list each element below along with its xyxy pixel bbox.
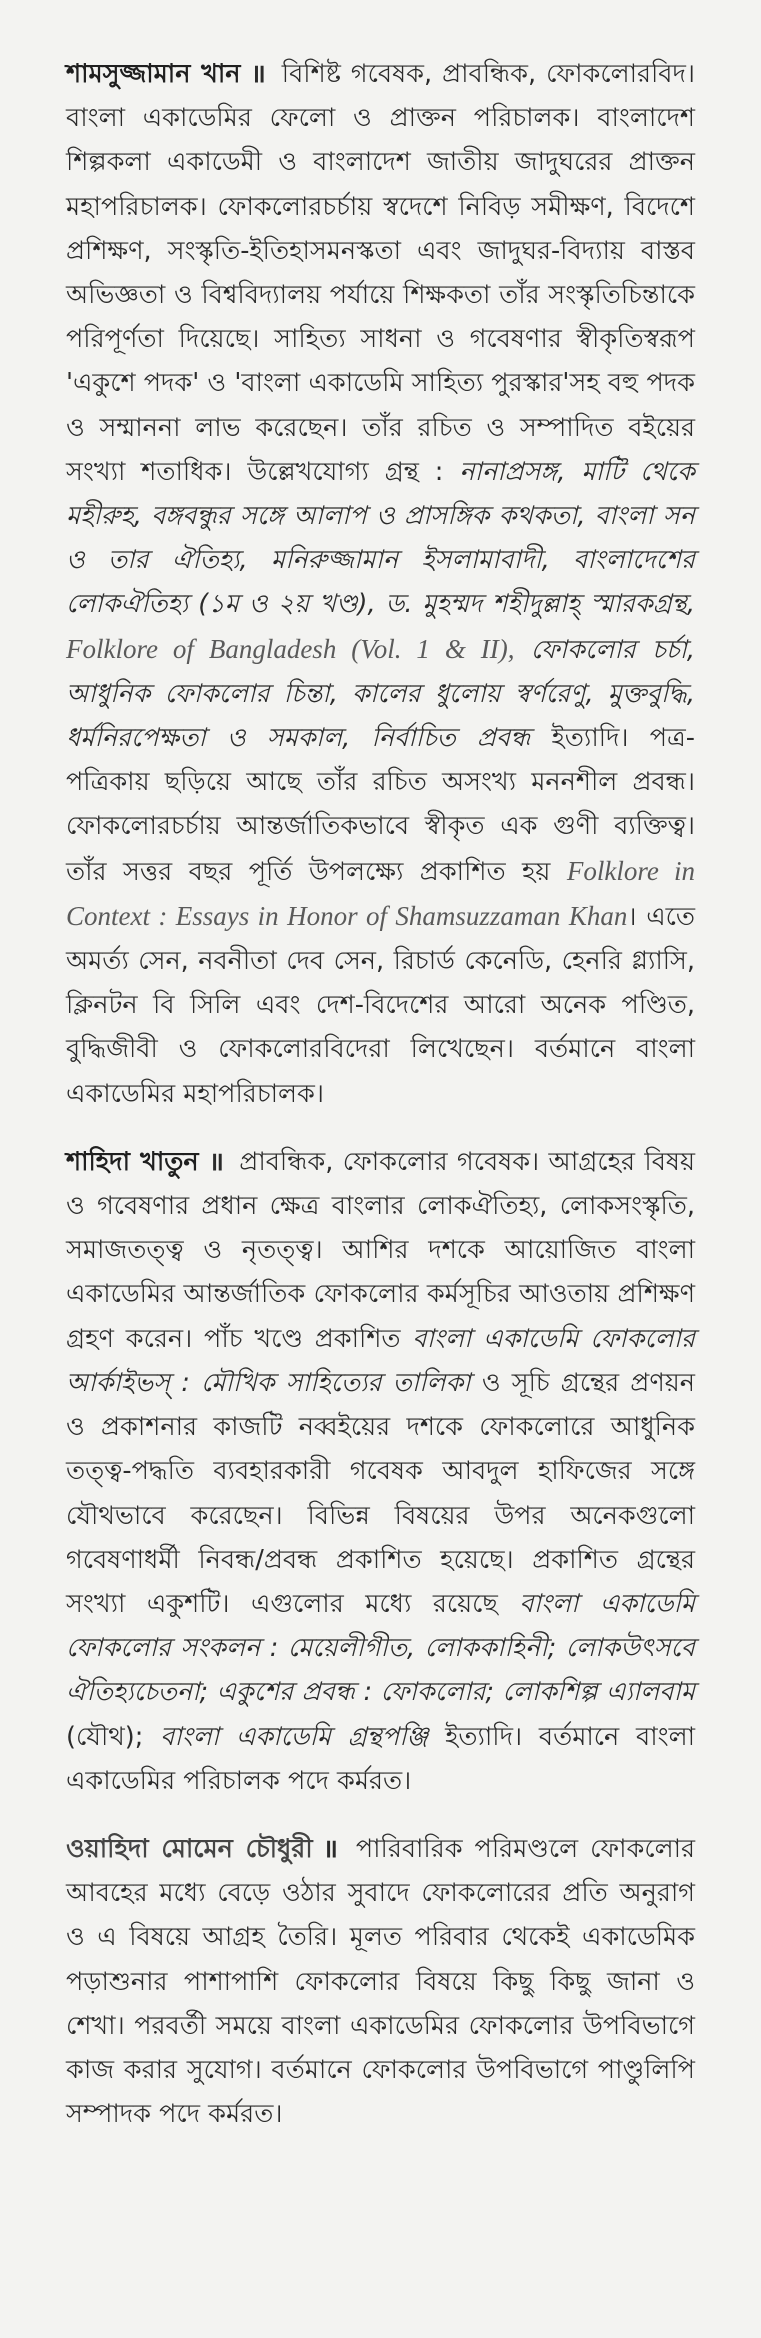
- bio-shamsuzzaman-khan: [66, 52, 695, 1116]
- bio-text: ও সূচি গ্রন্থের প্রণয়ন ও প্রকাশনার কাজটি নব্বইয়ের দশকে ফোকলোরে আধুনিক তত্ত্ব-পদ্ধতি ব্যবহারকারী গবেষক আবদুল হাফিজের সঙ্গে যৌথভাবে করেছেন। বিভিন্ন বিষয়ের উপর অনেকগুলো গবেষণাধর্মী নিবন্ধ/প্রবন্ধ প্রকাশিত হয়েছে। প্রকাশিত গ্রন্থের সংখ্যা একুশটি। এগুলোর মধ্যে রয়েছে: [66, 1367, 696, 1619]
- bio-text: প্রাবন্ধিক, ফোকলোর গবেষক। আগ্রহের বিষয় ও গবেষণার প্রধান ক্ষেত্র বাংলার লোকঐতিহ্য, লোকসংস্কৃতি, সমাজতত্ত্ব ও নৃতত্ত্ব। আশির দশকে আয়োজিত বাংলা একাডেমির আন্তর্জাতিক ফোকলোর কর্মসূচির আওতায় প্রশিক্ষণ গ্রহণ করেন। পাঁচ খণ্ডে প্রকাশিত: [66, 1146, 695, 1354]
- bio-books-italic: ফোকলোর চর্চা, আধুনিক ফোকলোর চিন্তা, কালের ধুলোয় স্বর্ণরেণু, মুক্তবুদ্ধি, ধর্মনিরপেক্ষতা ও সমকাল, নির্বাচিত প্রবন্ধ: [66, 634, 695, 754]
- bio-separator: ॥: [322, 1833, 338, 1864]
- bio-separator: ॥: [208, 1146, 224, 1177]
- bio-text: ইত্যাদি। পত্র-পত্রিকায় ছড়িয়ে আছে তাঁর রচিত অসংখ্য মননশীল প্রবন্ধ। ফোকলোরচর্চায় আন্তর্জাতিকভাবে স্বীকৃত এক গুণী ব্যক্তিত্ব। তাঁর সত্তর বছর পূর্তি উপলক্ষ্যে প্রকাশিত হয়: [66, 723, 695, 887]
- bio-text: পারিবারিক পরিমণ্ডলে ফোকলোর আবহের মধ্যে বেড়ে ওঠার সুবাদে ফোকলোরের প্রতি অনুরাগ ও এ বিষয়ে আগ্রহ তৈরি। মূলত পরিবার থেকেই একাডেমিক পড়াশুনার পাশাপাশি ফোকলোর বিষয়ে কিছু কিছু জানা ও শেখা। পরবর্তী সময়ে বাংলা একাডেমির ফোকলোর উপবিভাগে কাজ করার সুযোগ। বর্তমানে ফোকলোর উপবিভাগে পাণ্ডুলিপি সম্পাদক পদে কর্মরত।: [66, 1833, 695, 2130]
- bio-wahida-momen-chowdhury: [66, 1827, 695, 2136]
- bio-separator: ॥: [250, 59, 266, 89]
- bio-books-italic: বাংলা একাডেমি ফোকলোর সংকলন : মেয়েলীগীত, লোককাহিনী; লোকউৎসবে ঐতিহ্যচেতনা; একুশের প্রবন্ধ : ফোকলোর; লোকশিল্প এ্যালবাম: [66, 1588, 695, 1708]
- bio-name: ওয়াহিদা মোমেন চৌধুরী: [66, 1833, 313, 1864]
- bio-english-title: Folklore in Context : Essays in Honor of Shamsuzzaman Khan: [66, 855, 695, 931]
- bio-books-italic: বাংলা একাডেমি গ্রন্থপঞ্জি: [160, 1721, 429, 1752]
- bio-english-title: Folklore of Bangladesh (Vol. 1 & II),: [66, 633, 515, 664]
- bio-name: শামসুজ্জামান খান: [66, 59, 241, 89]
- bio-text: বিশিষ্ট গবেষক, প্রাবন্ধিক, ফোকলোরবিদ। বাংলা একাডেমির ফেলো ও প্রাক্তন পরিচালক। বাংলাদেশ শিল্পকলা একাডেমী ও বাংলাদেশ জাতীয় জাদুঘরের প্রাক্তন মহাপরিচালক। ফোকলোরচর্চায় স্বদেশে নিবিড় সমীক্ষণ, বিদেশে প্রশিক্ষণ, সংস্কৃতি-ইতিহাসমনস্কতা এবং জাদুঘর-বিদ্যায় বাস্তব অভিজ্ঞতা ও বিশ্ববিদ্যালয় পর্যায়ে শিক্ষকতা তাঁর সংস্কৃতিচিন্তাকে পরিপূর্ণতা দিয়েছে। সাহিত্য সাধনা ও গবেষণার স্বীকৃতিস্বরূপ 'একুশে পদক' ও 'বাংলা একাডেমি সাহিত্য পুরস্কার'সহ বহু পদক ও সম্মাননা লাভ করেছেন। তাঁর রচিত ও সম্পাদিত বইয়ের সংখ্যা শতাধিক। উল্লেখযোগ্য গ্রন্থ :: [66, 59, 695, 487]
- bio-text: ইত্যাদি। বর্তমানে বাংলা একাডেমির পরিচালক পদে কর্মরত।: [66, 1721, 695, 1796]
- bio-books-italic: বাংলা একাডেমি ফোকলোর আর্কাইভস্ : মৌখিক সাহিত্যের তালিকা: [66, 1323, 695, 1398]
- bio-shahida-khatun: [66, 1140, 695, 1803]
- bio-text: । এতে অমর্ত্য সেন, নবনীতা দেব সেন, রিচার্ড কেনেডি, হেনরি গ্ল্যাসি, ক্লিনটন বি সিলি এবং দেশ-বিদেশের আরো অনেক পণ্ডিত, বুদ্ধিজীবী ও ফোকলোরবিদেরা লিখেছেন। বর্তমানে বাংলা একাডেমির মহাপরিচালক।: [66, 901, 695, 1109]
- bio-name: শাহিদা খাতুন: [66, 1146, 199, 1177]
- bio-books-italic: নানাপ্রসঙ্গ, মাটি থেকে মহীরুহ, বঙ্গবন্ধুর সঙ্গে আলাপ ও প্রাসঙ্গিক কথকতা, বাংলা সন ও তার ঐতিহ্য, মনিরুজ্জামান ইসলামাবাদী, বাংলাদেশের লোকঐতিহ্য (১ম ও ২য় খণ্ড), ড. মুহম্মদ শহীদুল্লাহ্ স্মারকগ্রন্থ,: [66, 456, 695, 620]
- bio-text: (যৌথ);: [66, 1721, 161, 1752]
